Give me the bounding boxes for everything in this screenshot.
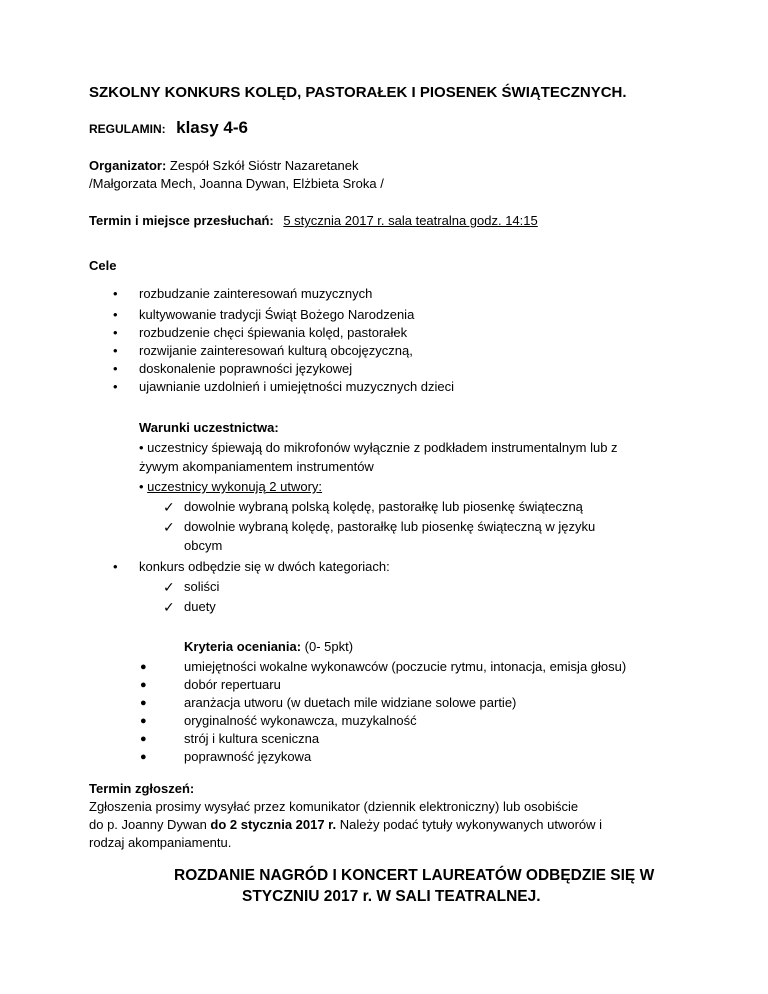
deadline-line-2a: do p. Joanny Dywan xyxy=(89,817,211,832)
bullet-icon: • xyxy=(113,286,118,301)
criteria-item: dobór repertuaru xyxy=(184,677,281,692)
round-bullet-icon: ● xyxy=(140,751,147,763)
bullet-icon: • xyxy=(113,307,118,322)
organizer-value: Zespół Szkół Sióstr Nazaretanek xyxy=(166,158,359,173)
bullet-icon: • xyxy=(113,361,118,376)
song-item-continued: obcym xyxy=(184,538,223,553)
criteria-points: (0- 5pkt) xyxy=(301,639,354,654)
goals-heading: Cele xyxy=(89,258,117,273)
closing-line-1: ROZDANIE NAGRÓD I KONCERT LAUREATÓW ODBĘDZIE SIĘ W xyxy=(174,867,655,884)
goal-item: doskonalenie poprawności językowej xyxy=(139,361,353,376)
goal-item: rozbudzenie chęci śpiewania kolęd, pastorałek xyxy=(139,325,408,340)
check-icon: ✓ xyxy=(163,579,175,595)
check-icon: ✓ xyxy=(163,599,175,615)
audition-value: 5 stycznia 2017 r. sala teatralna godz. 14:15 xyxy=(283,213,538,228)
round-bullet-icon: ● xyxy=(140,661,147,673)
conditions-line-2 xyxy=(139,478,322,496)
bullet-icon: • xyxy=(113,343,118,358)
audition-line xyxy=(89,212,538,230)
category-item: duety xyxy=(184,599,216,614)
regulamin-label: REGULAMIN: xyxy=(89,122,166,136)
organizer-label: Organizator: xyxy=(89,158,167,173)
conditions-line-2-prefix: • xyxy=(139,479,148,494)
check-icon: ✓ xyxy=(163,519,175,535)
closing-line-2: STYCZNIU 2017 r. W SALI TEATRALNEJ. xyxy=(242,888,541,905)
bullet-icon: • xyxy=(113,379,118,394)
deadline-line-1: Zgłoszenia prosimy wysyłać przez komunikator (dziennik elektroniczny) lub osobiście xyxy=(89,799,579,814)
organizer-line xyxy=(89,157,359,175)
deadline-date: do 2 stycznia 2017 r. xyxy=(210,817,337,832)
conditions-heading: Warunki uczestnictwa: xyxy=(139,420,279,435)
document-title: SZKOLNY KONKURS KOLĘD, PASTORAŁEK I PIOSENEK ŚWIĄTECZNYCH. xyxy=(89,84,627,101)
criteria-item: strój i kultura sceniczna xyxy=(184,731,320,746)
criteria-item: aranżacja utworu (w duetach mile widziane solowe partie) xyxy=(184,695,517,710)
deadline-heading: Termin zgłoszeń: xyxy=(89,781,195,796)
round-bullet-icon: ● xyxy=(140,697,147,709)
song-item: dowolnie wybraną polską kolędę, pastorałkę lub piosenkę świąteczną xyxy=(184,499,583,514)
round-bullet-icon: ● xyxy=(140,679,147,691)
song-item: dowolnie wybraną kolędę, pastorałkę lub piosenkę świąteczną w języku xyxy=(184,519,596,534)
deadline-line-2c: Należy podać tytuły wykonywanych utworów i xyxy=(336,817,603,832)
regulamin-classes: klasy 4-6 xyxy=(176,118,248,137)
bullet-icon: • xyxy=(113,559,118,574)
criteria-heading-line xyxy=(184,638,353,656)
regulamin-line xyxy=(89,118,248,138)
category-item: soliści xyxy=(184,579,220,594)
goal-item: ujawnianie uzdolnień i umiejętności muzycznych dzieci xyxy=(139,379,455,394)
audition-label: Termin i miejsce przesłuchań: xyxy=(89,213,274,228)
goal-item: rozbudzanie zainteresowań muzycznych xyxy=(139,286,373,301)
criteria-item: poprawność językowa xyxy=(184,749,312,764)
conditions-line-1b: żywym akompaniamentem instrumentów xyxy=(139,459,374,474)
goal-item: kultywowanie tradycji Świąt Bożego Narodzenia xyxy=(139,307,415,322)
categories-intro: konkurs odbędzie się w dwóch kategoriach: xyxy=(139,559,390,574)
criteria-heading: Kryteria oceniania: xyxy=(184,639,302,654)
round-bullet-icon: ● xyxy=(140,715,147,727)
criteria-item: oryginalność wykonawcza, muzykalność xyxy=(184,713,417,728)
deadline-line-2 xyxy=(89,816,602,834)
check-icon: ✓ xyxy=(163,499,175,515)
conditions-line-1a: • uczestnicy śpiewają do mikrofonów wyłącznie z podkładem instrumentalnym lub z xyxy=(139,440,618,455)
round-bullet-icon: ● xyxy=(140,733,147,745)
deadline-line-3: rodzaj akompaniamentu. xyxy=(89,835,232,850)
conditions-line-2-text: uczestnicy wykonują 2 utwory: xyxy=(147,479,323,494)
organizer-people: /Małgorzata Mech, Joanna Dywan, Elżbieta Sroka / xyxy=(89,176,384,191)
bullet-icon: • xyxy=(113,325,118,340)
criteria-item: umiejętności wokalne wykonawców (poczucie rytmu, intonacja, emisja głosu) xyxy=(184,659,627,674)
goal-item: rozwijanie zainteresowań kulturą obcojęzyczną, xyxy=(139,343,413,358)
